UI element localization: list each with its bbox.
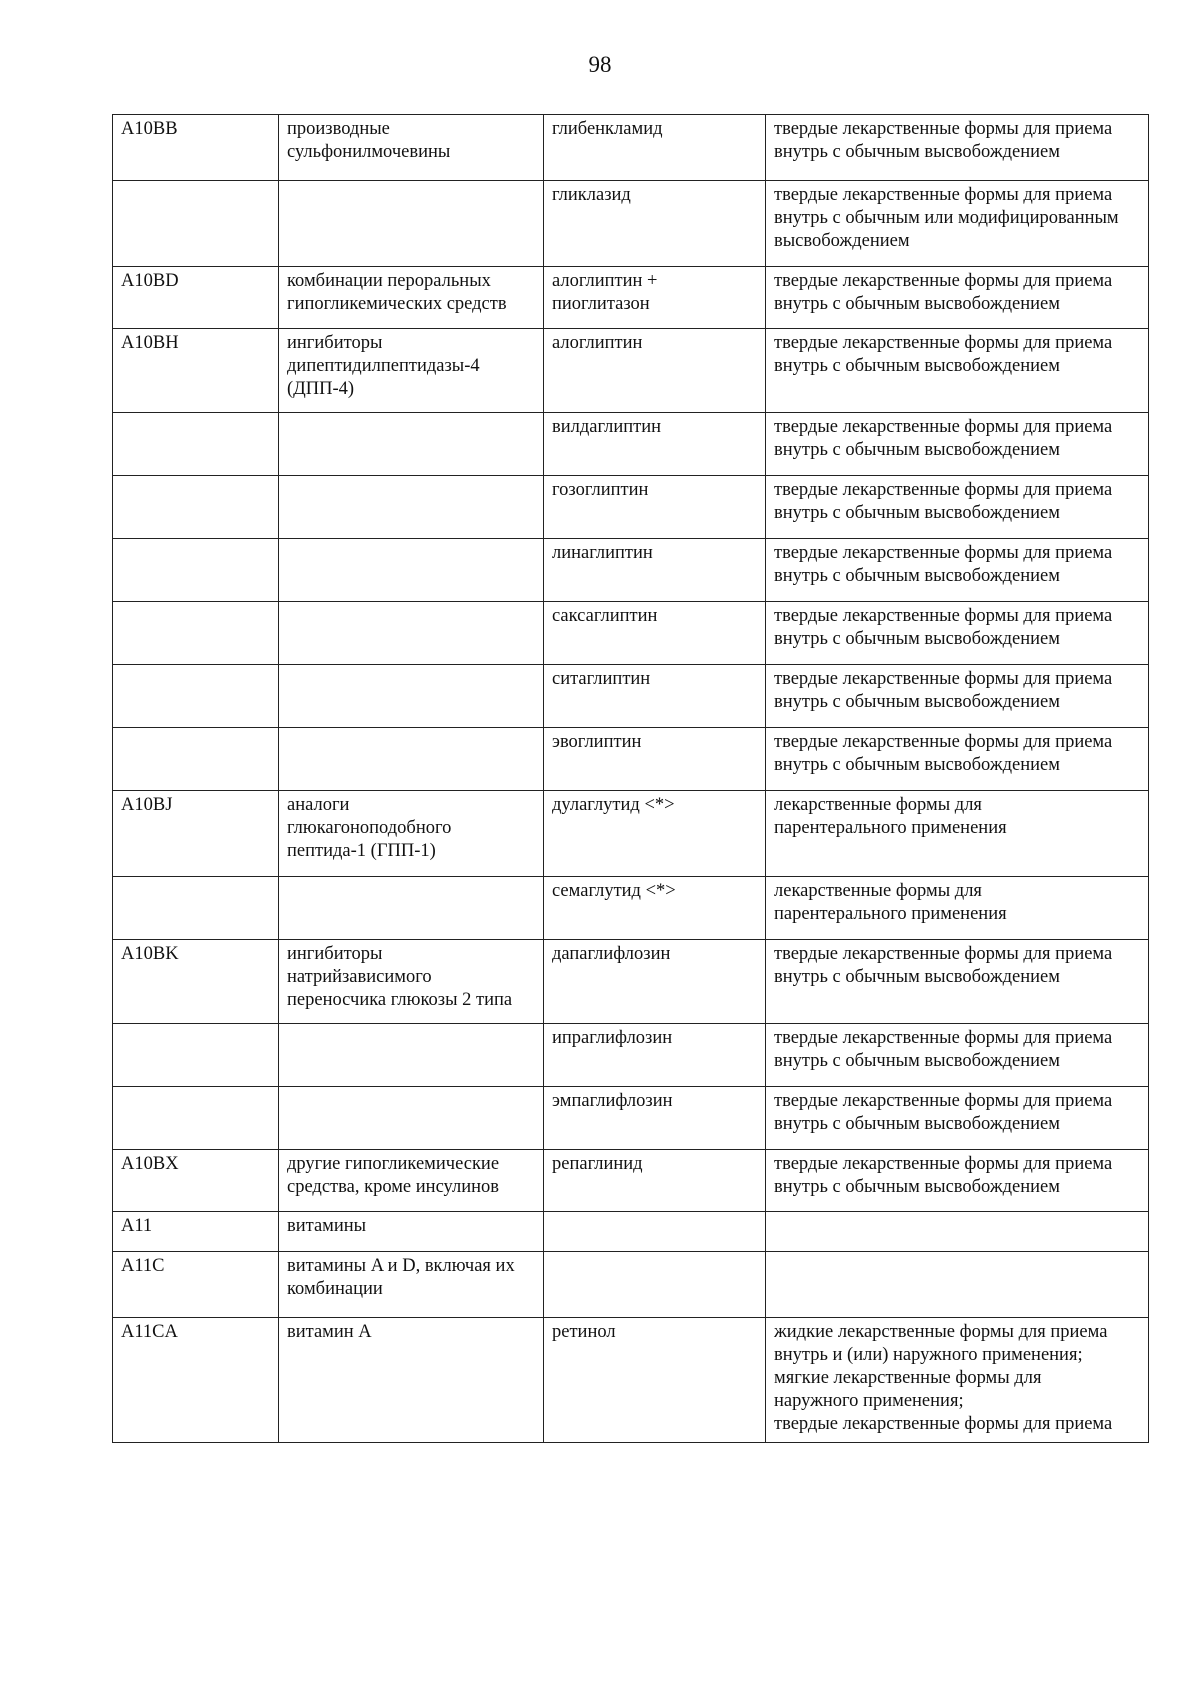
group-name-text: другие гипогликемические средства, кроме инсулинов xyxy=(287,1154,500,1197)
dosage-form-text: твердые лекарственные формы для приема внутрь с обычным высвобождением xyxy=(774,271,1113,314)
dosage-form-text: твердые лекарственные формы для приема внутрь с обычным высвобождением xyxy=(774,333,1113,376)
drug-name-cell xyxy=(544,1212,766,1252)
group-name-cell xyxy=(279,476,544,539)
group-name-text: производные сульфонилмочевины xyxy=(287,119,451,162)
atc-code-cell xyxy=(113,539,279,602)
atc-code-text: A11 xyxy=(121,1216,153,1236)
drug-name-text: дапаглифлозин xyxy=(552,944,671,964)
atc-code-text: A11C xyxy=(121,1256,165,1276)
drug-name-text: репаглинид xyxy=(552,1154,643,1174)
table-row xyxy=(113,877,1149,940)
dosage-form-text: твердые лекарственные формы для приема внутрь с обычным или модифицированным высвобождением xyxy=(774,185,1119,251)
atc-code-cell xyxy=(113,1087,279,1150)
atc-code-cell xyxy=(113,476,279,539)
group-name-text: ингибиторы натрийзависимого переносчика глюкозы 2 типа xyxy=(287,944,513,1010)
group-name-text: витамины A и D, включая их комбинации xyxy=(287,1256,515,1299)
drug-name-cell xyxy=(544,115,766,181)
drug-name-cell xyxy=(544,476,766,539)
atc-code-cell xyxy=(113,940,279,1024)
dosage-form-cell xyxy=(766,877,1149,940)
dosage-form-text: твердые лекарственные формы для приема внутрь с обычным высвобождением xyxy=(774,669,1113,712)
drug-name-cell xyxy=(544,1024,766,1087)
drug-name-text: ситаглиптин xyxy=(552,669,651,689)
drug-name-cell xyxy=(544,539,766,602)
drug-name-text: вилдаглиптин xyxy=(552,417,662,437)
drug-name-cell xyxy=(544,267,766,329)
drug-name-cell xyxy=(544,1150,766,1212)
atc-code-text: A11CA xyxy=(121,1322,178,1342)
atc-code-cell xyxy=(113,413,279,476)
drug-name-cell xyxy=(544,877,766,940)
group-name-cell xyxy=(279,267,544,329)
dosage-form-text: твердые лекарственные формы для приема внутрь с обычным высвобождением xyxy=(774,119,1113,162)
atc-code-cell xyxy=(113,267,279,329)
drug-name-cell xyxy=(544,1318,766,1443)
drug-name-cell xyxy=(544,940,766,1024)
table-row xyxy=(113,1212,1149,1252)
drug-name-text: алоглиптин + пиоглитазон xyxy=(552,271,658,314)
drug-name-text: глибенкламид xyxy=(552,119,663,139)
drug-name-cell xyxy=(544,1087,766,1150)
group-name-cell xyxy=(279,602,544,665)
table-row xyxy=(113,1024,1149,1087)
group-name-cell xyxy=(279,791,544,877)
table-body xyxy=(113,115,1149,1443)
dosage-form-cell xyxy=(766,539,1149,602)
group-name-cell xyxy=(279,1150,544,1212)
drug-name-cell xyxy=(544,1252,766,1318)
drug-name-cell xyxy=(544,665,766,728)
drug-name-text: линаглиптин xyxy=(552,543,653,563)
dosage-form-text: жидкие лекарственные формы для приема внутрь и (или) наружного применения; мягкие лекарственные формы для наружного применения; твердые лекарственные формы для приема xyxy=(774,1322,1113,1434)
atc-code-text: A10BD xyxy=(121,271,179,291)
table-row xyxy=(113,1318,1149,1443)
page-number: 98 xyxy=(588,52,612,77)
dosage-form-cell xyxy=(766,1318,1149,1443)
atc-code-cell xyxy=(113,1252,279,1318)
table-row xyxy=(113,413,1149,476)
dosage-form-cell xyxy=(766,413,1149,476)
drug-name-text: гликлазид xyxy=(552,185,631,205)
group-name-text: ингибиторы дипептидилпептидазы-4 (ДПП-4) xyxy=(287,333,480,399)
group-name-text: комбинации пероральных гипогликемических средств xyxy=(287,271,507,314)
group-name-cell xyxy=(279,1318,544,1443)
drug-name-text: ретинол xyxy=(552,1322,616,1342)
atc-code-cell xyxy=(113,1150,279,1212)
dosage-form-text: лекарственные формы для парентерального применения xyxy=(774,881,1007,924)
atc-code-cell xyxy=(113,1318,279,1443)
atc-code-text: A10BK xyxy=(121,944,179,964)
group-name-cell xyxy=(279,329,544,413)
atc-code-cell xyxy=(113,329,279,413)
drug-name-cell xyxy=(544,728,766,791)
table-row xyxy=(113,602,1149,665)
group-name-cell xyxy=(279,1024,544,1087)
drug-table xyxy=(112,114,1149,1443)
drug-name-text: саксаглиптин xyxy=(552,606,658,626)
dosage-form-text: твердые лекарственные формы для приема внутрь с обычным высвобождением xyxy=(774,732,1113,775)
group-name-text: аналоги глюкагоноподобного пептида-1 (ГПП-1) xyxy=(287,795,452,861)
dosage-form-text: твердые лекарственные формы для приема внутрь с обычным высвобождением xyxy=(774,1091,1113,1134)
drug-name-text: эмпаглифлозин xyxy=(552,1091,673,1111)
table-row xyxy=(113,539,1149,602)
drug-name-cell xyxy=(544,791,766,877)
dosage-form-cell xyxy=(766,1024,1149,1087)
drug-name-text: семаглутид <*> xyxy=(552,881,676,901)
group-name-cell xyxy=(279,1212,544,1252)
group-name-cell xyxy=(279,115,544,181)
dosage-form-cell xyxy=(766,1150,1149,1212)
dosage-form-text: твердые лекарственные формы для приема внутрь с обычным высвобождением xyxy=(774,417,1113,460)
atc-code-cell xyxy=(113,115,279,181)
group-name-text: витамины xyxy=(287,1216,367,1236)
dosage-form-text: твердые лекарственные формы для приема внутрь с обычным высвобождением xyxy=(774,1028,1113,1071)
group-name-cell xyxy=(279,728,544,791)
drug-name-cell xyxy=(544,329,766,413)
table-row xyxy=(113,181,1149,267)
atc-code-cell xyxy=(113,181,279,267)
dosage-form-cell xyxy=(766,476,1149,539)
dosage-form-text: твердые лекарственные формы для приема внутрь с обычным высвобождением xyxy=(774,606,1113,649)
dosage-form-text: твердые лекарственные формы для приема внутрь с обычным высвобождением xyxy=(774,1154,1113,1197)
drug-name-cell xyxy=(544,413,766,476)
atc-code-cell xyxy=(113,1212,279,1252)
table-row xyxy=(113,476,1149,539)
group-name-cell xyxy=(279,413,544,476)
group-name-cell xyxy=(279,940,544,1024)
atc-code-text: A10BX xyxy=(121,1154,179,1174)
table-row xyxy=(113,1150,1149,1212)
group-name-cell xyxy=(279,1087,544,1150)
dosage-form-text: твердые лекарственные формы для приема внутрь с обычным высвобождением xyxy=(774,543,1113,586)
table-row xyxy=(113,791,1149,877)
dosage-form-text: твердые лекарственные формы для приема внутрь с обычным высвобождением xyxy=(774,944,1113,987)
dosage-form-cell xyxy=(766,1252,1149,1318)
table-row xyxy=(113,329,1149,413)
drug-name-text: гозоглиптин xyxy=(552,480,649,500)
atc-code-cell xyxy=(113,665,279,728)
dosage-form-cell xyxy=(766,665,1149,728)
table-row xyxy=(113,728,1149,791)
atc-code-cell xyxy=(113,1024,279,1087)
table-row xyxy=(113,1087,1149,1150)
dosage-form-cell xyxy=(766,728,1149,791)
atc-code-text: A10BB xyxy=(121,119,178,139)
atc-code-cell xyxy=(113,602,279,665)
group-name-cell xyxy=(279,877,544,940)
atc-code-cell xyxy=(113,877,279,940)
drug-name-text: ипраглифлозин xyxy=(552,1028,673,1048)
group-name-cell xyxy=(279,665,544,728)
dosage-form-cell xyxy=(766,115,1149,181)
dosage-form-cell xyxy=(766,940,1149,1024)
drug-name-text: алоглиптин xyxy=(552,333,643,353)
dosage-form-cell xyxy=(766,181,1149,267)
atc-code-text: A10BH xyxy=(121,333,179,353)
drug-name-cell xyxy=(544,602,766,665)
group-name-cell xyxy=(279,539,544,602)
drug-name-text: эвоглиптин xyxy=(552,732,642,752)
table-row xyxy=(113,267,1149,329)
dosage-form-cell xyxy=(766,1212,1149,1252)
dosage-form-text: твердые лекарственные формы для приема внутрь с обычным высвобождением xyxy=(774,480,1113,523)
dosage-form-cell xyxy=(766,1087,1149,1150)
dosage-form-cell xyxy=(766,329,1149,413)
atc-code-text: A10BJ xyxy=(121,795,173,815)
table-row xyxy=(113,665,1149,728)
drug-name-text: дулаглутид <*> xyxy=(552,795,675,815)
dosage-form-cell xyxy=(766,791,1149,877)
atc-code-cell xyxy=(113,791,279,877)
group-name-text: витамин А xyxy=(287,1322,372,1342)
dosage-form-text: лекарственные формы для парентерального применения xyxy=(774,795,1007,838)
dosage-form-cell xyxy=(766,602,1149,665)
group-name-cell xyxy=(279,181,544,267)
table-row xyxy=(113,940,1149,1024)
dosage-form-cell xyxy=(766,267,1149,329)
table-row xyxy=(113,1252,1149,1318)
drug-name-cell xyxy=(544,181,766,267)
group-name-cell xyxy=(279,1252,544,1318)
table-row xyxy=(113,115,1149,181)
atc-code-cell xyxy=(113,728,279,791)
